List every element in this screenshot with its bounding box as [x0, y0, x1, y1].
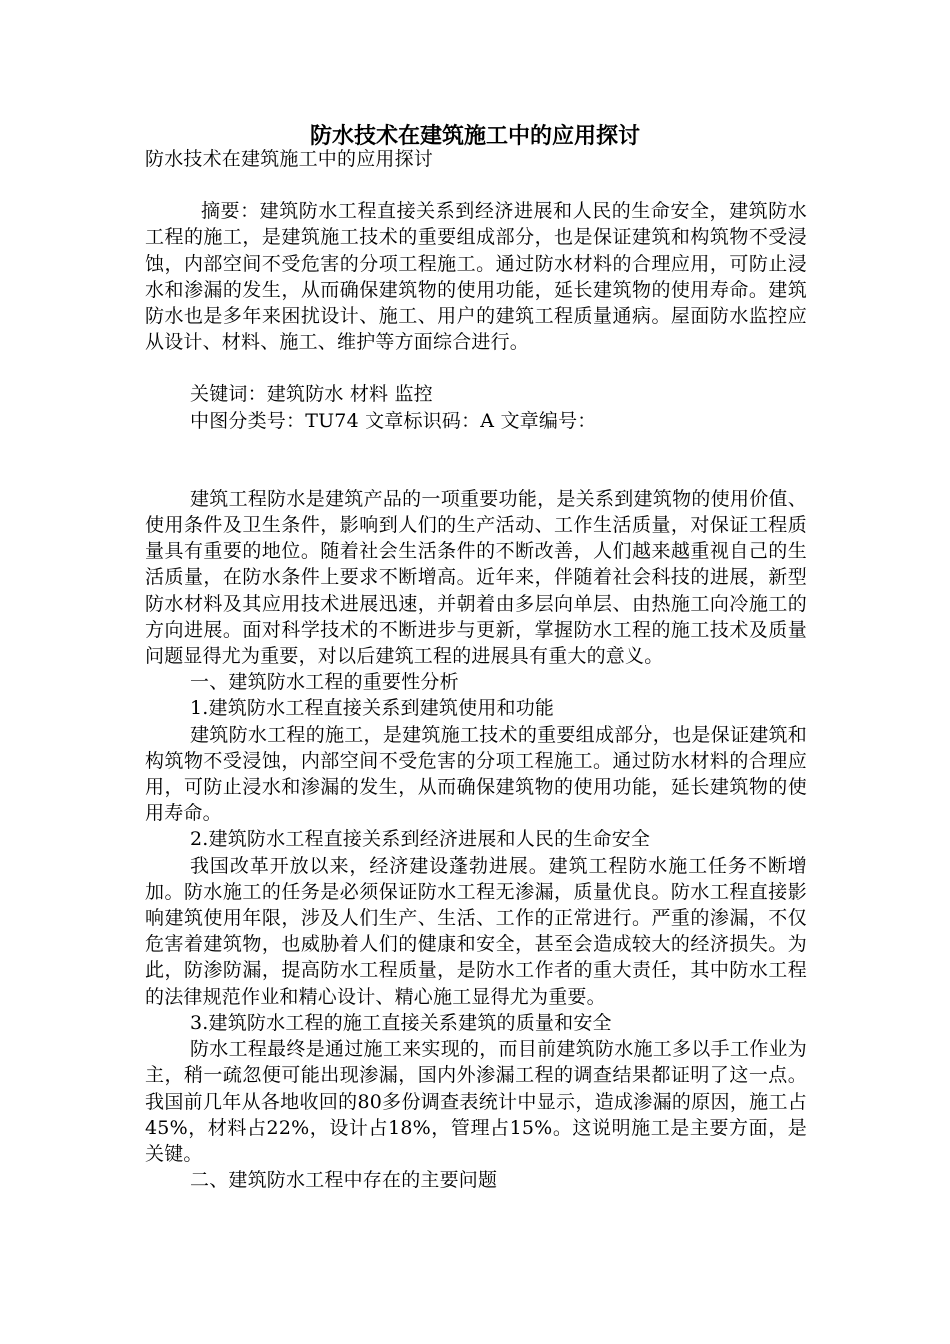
spacer [145, 434, 807, 486]
spacer [145, 355, 807, 381]
keywords-line: 关键词：建筑防水 材料 监控 [190, 383, 433, 406]
document-subtitle: 防水技术在建筑施工中的应用探讨 [145, 148, 434, 170]
subsection-heading: 1.建筑防水工程直接关系到建筑使用和功能 [190, 697, 555, 720]
subsection-heading: 3.建筑防水工程的施工直接关系建筑的质量和安全 [190, 1011, 612, 1034]
spacer [145, 172, 807, 198]
body-paragraph: 建筑防水工程的施工，是建筑施工技术的重要组成部分，也是保证建筑和构筑物不受浸蚀，内部空间不受危害的分项工程施工。通过防水材料的合理应用，可防止浸水和渗漏的发生，从而确保建筑物的使用功能，延长建筑物的使用寿命。 [145, 723, 807, 825]
body-paragraph: 防水工程最终是通过施工来实现的，而目前建筑防水施工多以手工作业为主，稍一疏忽便可能出现渗漏，国内外渗漏工程的调查结果都证明了这一点。我国前几年从各地收回的80多份调查表统计中显示，造成渗漏的原因，施工占45%，材料占22%，设计占18%，管理占15%。这说明施工是主要方面，是关键。 [145, 1038, 807, 1165]
document-title: 防水技术在建筑施工中的应用探讨 [309, 123, 640, 149]
section-heading: 二、建筑防水工程中存在的主要问题 [190, 1169, 498, 1192]
classification-line: 中图分类号：TU74 文章标识码：A 文章编号： [190, 409, 597, 432]
body-paragraph: 我国改革开放以来，经济建设蓬勃进展。建筑工程防水施工任务不断增加。防水施工的任务是必须保证防水工程无渗漏，质量优良。防水工程直接影响建筑使用年限，涉及人们生产、生活、工作的正常进行。严重的渗漏，不仅危害着建筑物，也威胁着人们的健康和安全，甚至会造成较大的经济损失。为此，防渗防漏，提高防水工程质量，是防水工作者的重大责任，其中防水工程的法律规范作业和精心设计、精心施工显得尤为重要。 [145, 854, 807, 1008]
subsection-heading: 2.建筑防水工程直接关系到经济进展和人民的生命安全 [190, 828, 651, 851]
document-body [145, 146, 807, 1193]
abstract-paragraph: 摘要：建筑防水工程直接关系到经济进展和人民的生命安全，建筑防水工程的施工，是建筑施工技术的重要组成部分，也是保证建筑和构筑物不受浸蚀，内部空间不受危害的分项工程施工。通过防水材料的合理应用，可防止浸水和渗漏的发生，从而确保建筑物的使用功能，延长建筑物的使用寿命。建筑防水也是多年来困扰设计、施工、用户的建筑工程质量通病。屋面防水监控应从设计、材料、施工、维护等方面综合进行。 [145, 200, 807, 354]
section-heading: 一、建筑防水工程的重要性分析 [190, 671, 459, 694]
intro-paragraph: 建筑工程防水是建筑产品的一项重要功能，是关系到建筑物的使用价值、使用条件及卫生条件，影响到人们的生产活动、工作生活质量，对保证工程质量具有重要的地位。随着社会生活条件的不断改善，人们越来越重视自己的生活质量，在防水条件上要求不断增高。近年来，伴随着社会科技的进展，新型防水材料及其应用技术进展迅速，并朝着由多层向单层、由热施工向冷施工的方向进展。面对科学技术的不断进步与更新，掌握防水工程的施工技术及质量问题显得尤为重要，对以后建筑工程的进展具有重大的意义。 [145, 487, 807, 668]
